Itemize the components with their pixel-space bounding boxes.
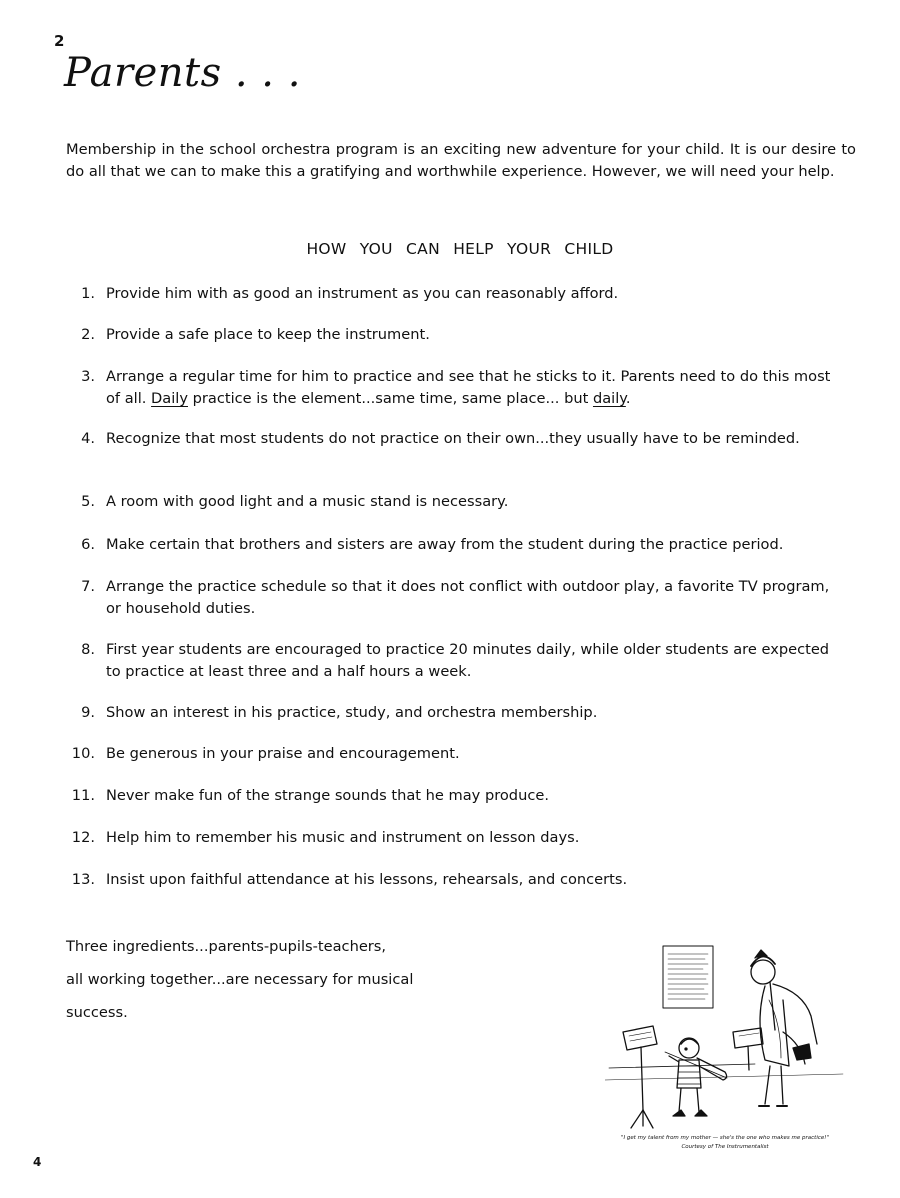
item-text: Never make fun of the strange sounds that he may produce. bbox=[106, 787, 549, 804]
item-text: Recognize that most students do not practice on their own...they usually have to be reminded. bbox=[106, 430, 800, 447]
closing-paragraph bbox=[66, 930, 486, 1029]
item-text: Provide him with as good an instrument as you can reasonably afford. bbox=[106, 285, 619, 302]
item-number: 2. bbox=[81, 326, 95, 343]
item-text-part: practice is the element...same time, same place... but bbox=[187, 390, 593, 407]
item-number: 3. bbox=[81, 368, 95, 385]
item-number: 13. bbox=[71, 871, 95, 888]
item-number: 5. bbox=[81, 493, 95, 510]
page-number-bottom: 4 bbox=[33, 1155, 42, 1169]
item-number: 4. bbox=[81, 430, 95, 447]
item-text-part: . bbox=[625, 390, 631, 407]
caption-credit: Courtesy of The Instrumentalist bbox=[681, 1144, 769, 1150]
cartoon-illustration bbox=[605, 940, 845, 1135]
item-number: 1. bbox=[81, 285, 95, 302]
underlined-word: daily bbox=[592, 390, 626, 407]
caption-quote: "I get my talent from my mother — she's the one who makes me practice!" bbox=[621, 1135, 829, 1141]
closing-line: Three ingredients...parents-pupils-teachers, bbox=[66, 938, 387, 955]
item-text: Help him to remember his music and instrument on lesson days. bbox=[106, 829, 580, 846]
item-number: 7. bbox=[81, 578, 95, 595]
page-title: Parents . . . bbox=[64, 50, 301, 96]
item-text: First year students are encouraged to practice 20 minutes daily, while older students are expected to practice at least three and a half hours a week. bbox=[106, 641, 830, 680]
item-text: Insist upon faithful attendance at his lessons, rehearsals, and concerts. bbox=[106, 871, 628, 888]
underlined-word: Daily bbox=[151, 390, 188, 407]
item-text: Be generous in your praise and encouragement. bbox=[106, 745, 460, 762]
item-number: 6. bbox=[81, 536, 95, 553]
page-number-top: 2 bbox=[54, 32, 65, 50]
item-text: Provide a safe place to keep the instrument. bbox=[106, 326, 430, 343]
item-text: Arrange the practice schedule so that it does not conflict with outdoor play, a favorite TV program, or household duties. bbox=[106, 578, 830, 617]
item-text: A room with good light and a music stand is necessary. bbox=[106, 493, 509, 510]
item-text-part: Arrange a regular time for him to practice and see that he sticks to it. Parents need to do this most of all. bbox=[106, 368, 831, 407]
intro-paragraph: Membership in the school orchestra program is an exciting new adventure for your child. It is our desire to do all that we can to make this a gratifying and worthwhile experience. However, we will need your help. bbox=[66, 141, 856, 180]
item-number: 12. bbox=[71, 829, 95, 846]
item-text bbox=[106, 366, 831, 410]
item-text: Make certain that brothers and sisters are away from the student during the practice period. bbox=[106, 536, 784, 553]
item-number: 9. bbox=[81, 704, 95, 721]
item-text: Show an interest in his practice, study, and orchestra membership. bbox=[106, 704, 598, 721]
item-number: 8. bbox=[81, 641, 95, 658]
item-number: 10. bbox=[71, 745, 95, 762]
cartoon-caption bbox=[600, 1134, 850, 1152]
closing-line: success. bbox=[66, 1004, 128, 1021]
closing-line: all working together...are necessary for musical bbox=[66, 971, 414, 988]
section-heading: HOW YOU CAN HELP YOUR CHILD bbox=[306, 240, 614, 258]
item-number: 11. bbox=[71, 787, 95, 804]
